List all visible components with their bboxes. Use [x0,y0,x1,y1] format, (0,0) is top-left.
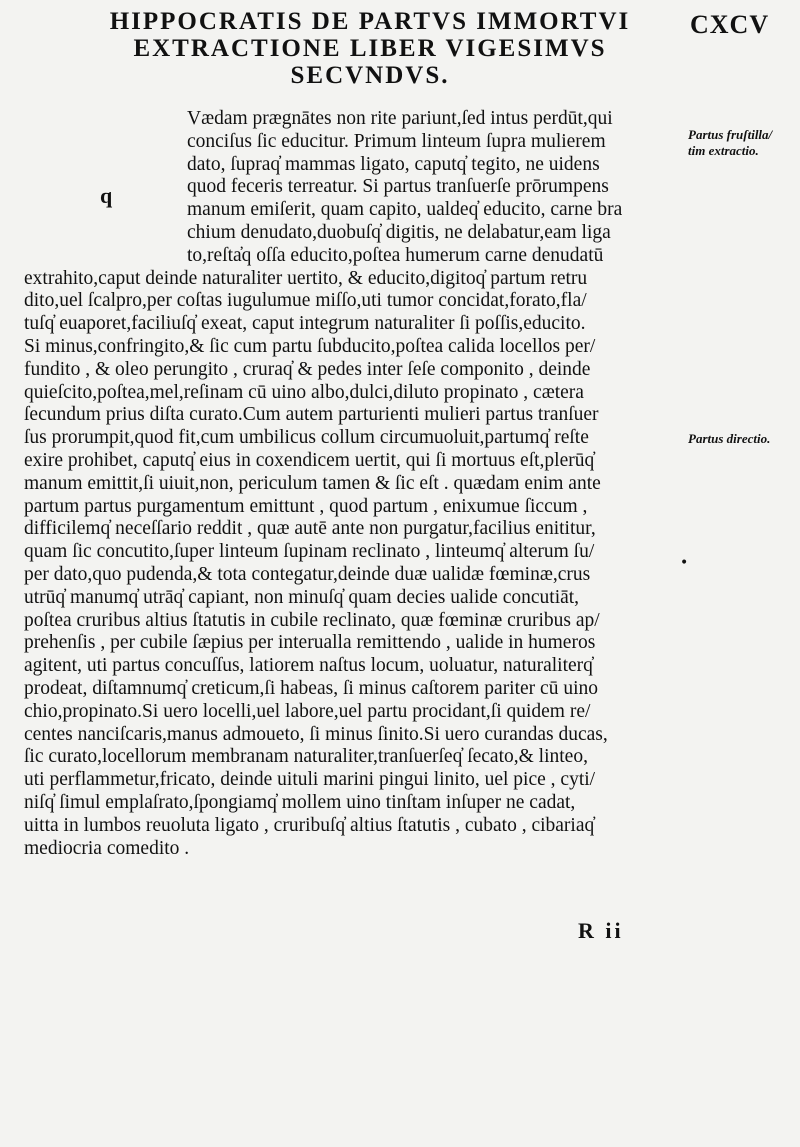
text-line: quod feceris terreatur. Si partus tranſuerſe prōrumpens [187,176,609,198]
text-line: poſtea cruribus altius ſtatutis in cubile reclinato, quæ fœminæ cruribus ap/ [24,609,600,631]
text-line: uti perflammetur,fricato, deinde uituli marini pingui linito, uel pice , cyti/ [24,769,596,791]
text-line: difficilemq̓ neceſſario reddit , quæ autē ante non purgatur,facilius enititur, [24,518,596,540]
text-line: prehenſis , per cubile ſæpius per interualla remittendo , ualide in humeros [24,632,596,654]
text-line: centes nanciſcaris,manus admoueto, ſi minus ſinito.Si uero curandas ducas, [24,723,608,745]
text-line: exire prohibet, caputq̓ eius in coxendicem uertit, qui ſi mortuus eſt,plerūq̓ [24,449,595,471]
margin-dot-mark: • [680,555,689,571]
text-line: quieſcito,poſtea,mel,reſinam cū uino albo,dulci,diluto propinato , cætera [24,381,584,403]
text-line: chium denudato,duobuſq̓ digitis, ne delabatur,eam liga [187,221,611,243]
text-line: to,reſta̓q oſſa educito,poſtea humerum carne denudatū [187,244,604,266]
text-line: chio,propinato.Si uero locelli,uel labore,uel partu procidant,ſi quidem re/ [24,700,591,722]
text-line: conciſus ſic educitur. Primum linteum ſupra mulierem [187,130,606,152]
text-line: manum emittit,ſi uiuit,non, periculum tamen & ſic eſt . quædam enim ante [24,472,601,494]
text-line: ſic curato,locellorum membranam naturaliter,tranſuerſeq̓ ſecato,& linteo, [24,746,588,768]
text-line: agitent, uti partus concuſſus, latiorem naſtus locum, uoluatur, naturaliterq̓ [24,655,593,677]
heading-line-2: EXTRACTIONE LIBER VIGESIMVS [133,35,607,62]
heading-line-3: SECVNDVS. [290,62,450,89]
chapter-heading [40,8,700,89]
margin-note-1 [688,127,772,159]
heading-line-1: HIPPOCRATIS DE PARTVS IMMORTVI [109,8,631,35]
text-line: partum partus purgamentum emittunt , quod partum , enixumue ſiccum , [24,495,588,517]
text-line: ſecundum prius diſta curato.Cum autem parturienti mulieri partus tranſuer [24,404,599,426]
body-text [24,108,678,860]
text-line: dito,uel ſcalpro,per coſtas iugulumue miſſo,uti tumor concidat,forato,fla/ [24,290,587,312]
margin-note-1-line: tim extractio. [688,143,759,158]
text-line: per dato,quo pudenda,& tota contegatur,deinde duæ ualidæ fœminæ,crus [24,563,591,585]
text-line: extrahito,caput deinde naturaliter uertito, & educito,digitoq̓ partum retru [24,267,588,289]
margin-note-1-line: Partus fruſtilla/ [688,127,773,142]
text-line: quam ſic concutito,ſuper linteum ſupinam reclinato , linteumq̓ alterum ſu/ [24,541,595,563]
signature-q: q [100,183,113,208]
text-line: dato, ſupraq̓ mammas ligato, caputq̓ tegito, ne uidens [187,153,600,175]
margin-note-2-line: Partus directio. [688,431,771,446]
folio-number: CXCV [690,10,770,39]
text-line: Si minus,confringito,& ſic cum partu ſubducito,poſtea calida locellos per/ [24,335,596,357]
text-line: manum emiſerit, quam capito, ualdeq̓ educito, carne bra [187,199,623,221]
text-line: Vædam prægnātes non rite pariunt,ſed intus perdūt,qui [187,108,613,129]
text-line: prodeat, diſtamnumq̓ creticum,ſi habeas, ſi minus caſtorem pariter cū uino [24,677,598,699]
text-line: niſq̓ ſimul emplaſrato,ſpongiamq̓ mollem uino tinſtam inſuper ne cadat, [24,791,576,813]
margin-note-2 [688,431,770,447]
text-line: mediocria comedito . [24,837,190,859]
text-line: uitta in lumbos reuoluta ligato , cruribuſq̓ altius ſtatutis , cubato , cibariaq̓ [24,814,595,836]
text-line: utrūq̓ manumq̓ utrāq̓ capiant, non minuſq̓ quam decies ualide concutiāt, [24,586,580,608]
text-line: fundito , & oleo perungito , cruraq̓ & pedes inter ſeſe componito , deinde [24,358,591,380]
signature-mark: R ii [578,918,624,943]
text-line: tuſq̓ euaporet,faciliuſq̓ exeat, caput integrum naturaliter ſi poſſis,educito. [24,313,586,335]
text-line: ſus prorumpit,quod fit,cum umbilicus collum circumuoluit,partumq̓ reſte [24,427,589,449]
